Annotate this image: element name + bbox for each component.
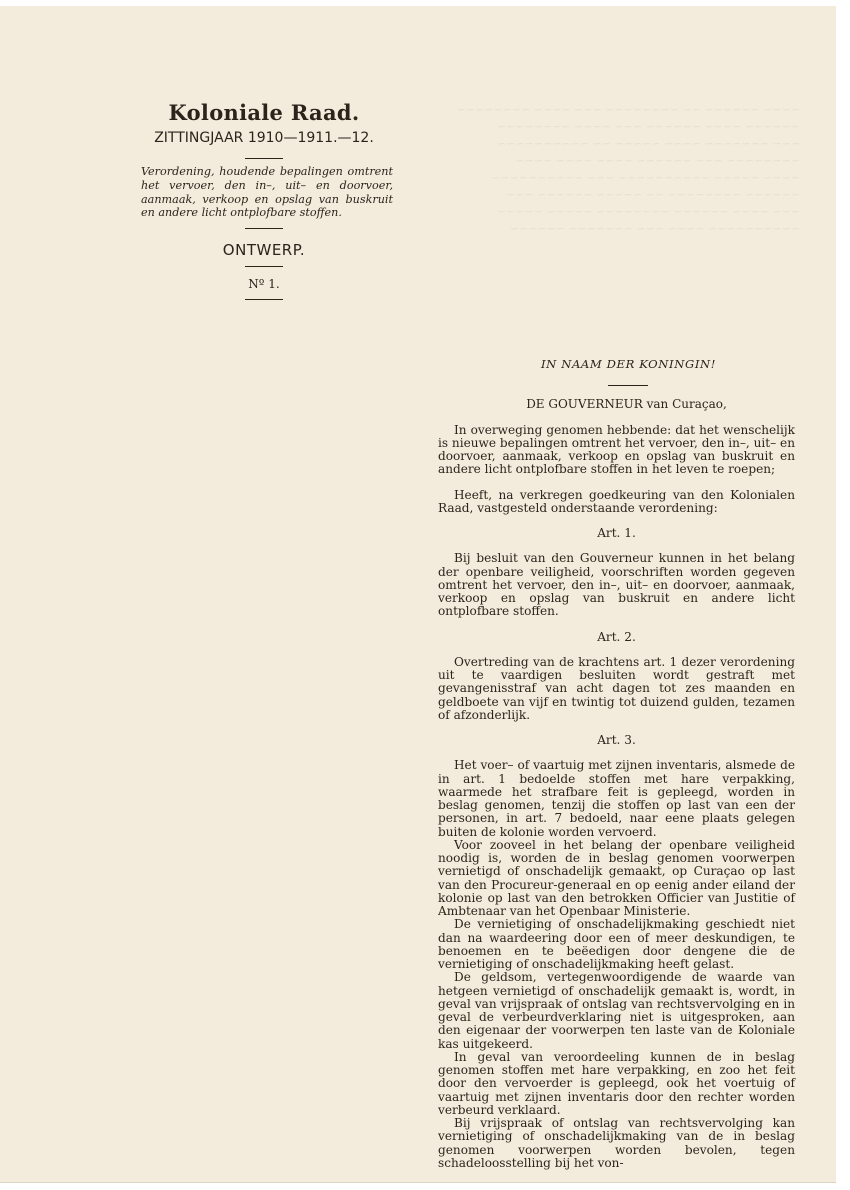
- preamble-paragraph: In overweging genomen hebbende: dat het wenschelijk is nieuwe bepalingen omtrent het vervoer, den in–, uit– en doorvoer, aanmaak, verkoop en opslag van buskruit en andere licht ontplofbare stoffen in het leven te roepen;: [438, 422, 795, 477]
- show-through-texture: ~~~~ ~~~~~~ ~~ ~~~~~~~~ ~~~ ~~~~ ~~~~~~~~ ~~~~~~ ~~~~ ~~~~~~ ~~~ ~~~~ ~~~~~~~~ ~~~ ~~~~~~~ ~~~~ ~~~~~ ~~ ~~~~~~~~~~ ~~~~~~~~ ~~~ ~~~~~~ ~~~~ ~~~~ ~~~~ ~~~~ ~~~~~ ~~~~~~~~~~ ~~~ ~~~~~~~~~~ ~~~~~~ ~~~~~~~~ ~~ ~~~~~ ~~~~~~ ~~~ ~~~ ~~~~ ~~~~~~ ~~~~~~~~ ~~~~~ ~~~~~ ~~~~~~~~~~ ~~~~ ~~~ ~~~~~~~ ~~~~~~: [456, 103, 800, 235]
- article-paragraph: De vernietiging of onschadelijkmaking geschiedt niet dan na waardeering door een of meer deskundigen, te benoemen en te beëedigen door dengene die de vernietiging of onschadelijkmaking heeft gelast.: [438, 917, 795, 971]
- divider-rule: [245, 228, 283, 229]
- document-page: [0, 6, 838, 1183]
- council-title: Koloniale Raad.: [168, 100, 360, 125]
- article-paragraph: De geldsom, vertegenwoordigende de waarde van hetgeen vernietigd of onschadelijk gemaakt is, wordt, in geval van vrijspraak of ontslag van rechtsvervolging en in geval de verbeurdverklaring niet is uitgesproken, aan den eigenaar der voorwerpen ten laste van de Koloniale kas uitgekeerd.: [438, 970, 795, 1051]
- article-paragraph: Overtreding van de krachtens art. 1 dezer verordening uit te vaardigen besluiten wordt gestraft met gevangenisstraf van acht dagen tot zes maanden en geldboete van vijf en twintig tot duizend gulden, tezamen of afzonderlijk.: [438, 654, 795, 722]
- article-paragraph: Voor zooveel in het belang der openbare veiligheid noodig is, worden de in beslag genomen voorwerpen vernietigd of onschadelijk gemaakt, op Curaçao op last van den Procureur-generaal en op eenig ander eiland der kolonie op last van den betrokken Officier van Justitie of Ambtenaar van het Openbaar Ministerie.: [438, 837, 795, 918]
- preamble-paragraph: Heeft, na verkregen goedkeuring van den Kolonialen Raad, vastgesteld onderstaande verordening:: [438, 487, 795, 515]
- ordinance-body: [420, 358, 795, 1170]
- article-heading: Art. 3.: [597, 733, 636, 747]
- article-paragraph: Bij vrijspraak of ontslag van rechtsvervolging kan vernietiging of onschadelijkmaking van de in beslag genomen voorwerpen worden bevolen, tegen schadeloosstelling bij het von-: [438, 1116, 795, 1170]
- article-heading: Art. 1.: [597, 526, 636, 540]
- session-year: ZITTINGJAAR 1910—1911.—12.: [154, 130, 374, 146]
- article-paragraph: In geval van veroordeeling kunnen de in beslag genomen stoffen met hare verpakking, en zoo het feit door den vervoerder is gepleegd, ook het voertuig of vaartuig met zijnen inventaris door den rechter worden verbeurd verklaard.: [438, 1049, 795, 1117]
- article-paragraph: Het voer– of vaartuig met zijnen inventaris, alsmede de in art. 1 bedoelde stoffen met hare verpakking, waarmede het strafbare feit is gepleegd, worden in beslag genomen, tenzij die stoffen op last van een der personen, in art. 7 bedoeld, naar eene plaats gelegen buiten de kolonie worden vervoerd.: [438, 758, 795, 839]
- divider-rule: [245, 299, 283, 300]
- draft-label: ONTWERP.: [222, 241, 306, 260]
- divider-rule: [245, 266, 283, 267]
- article-paragraph: Bij besluit van den Gouverneur kunnen in het belang der openbare veiligheid, voorschriften worden gegeven omtrent het vervoer, den in–, uit– en doorvoer, aanmaak, verkoop en opslag van buskruit en andere licht ontplofbare stoffen.: [438, 551, 795, 619]
- royal-heading: IN NAAM DER KONINGIN!: [541, 357, 716, 371]
- divider-rule: [245, 158, 283, 159]
- title-block: [135, 101, 393, 300]
- article-heading: Art. 2.: [597, 629, 636, 644]
- scan-margin: [836, 0, 850, 1190]
- document-number: Nº 1.: [248, 277, 280, 292]
- divider-rule: [608, 385, 648, 386]
- ordinance-description: Verordening, houdende bepalingen omtrent het vervoer, den in–, uit– en doorvoer, aanmaak, verkoop en opslag van buskruit en andere licht ontplofbare stoffen.: [141, 165, 393, 220]
- governor-line: DE GOUVERNEUR van Curaçao,: [526, 397, 727, 412]
